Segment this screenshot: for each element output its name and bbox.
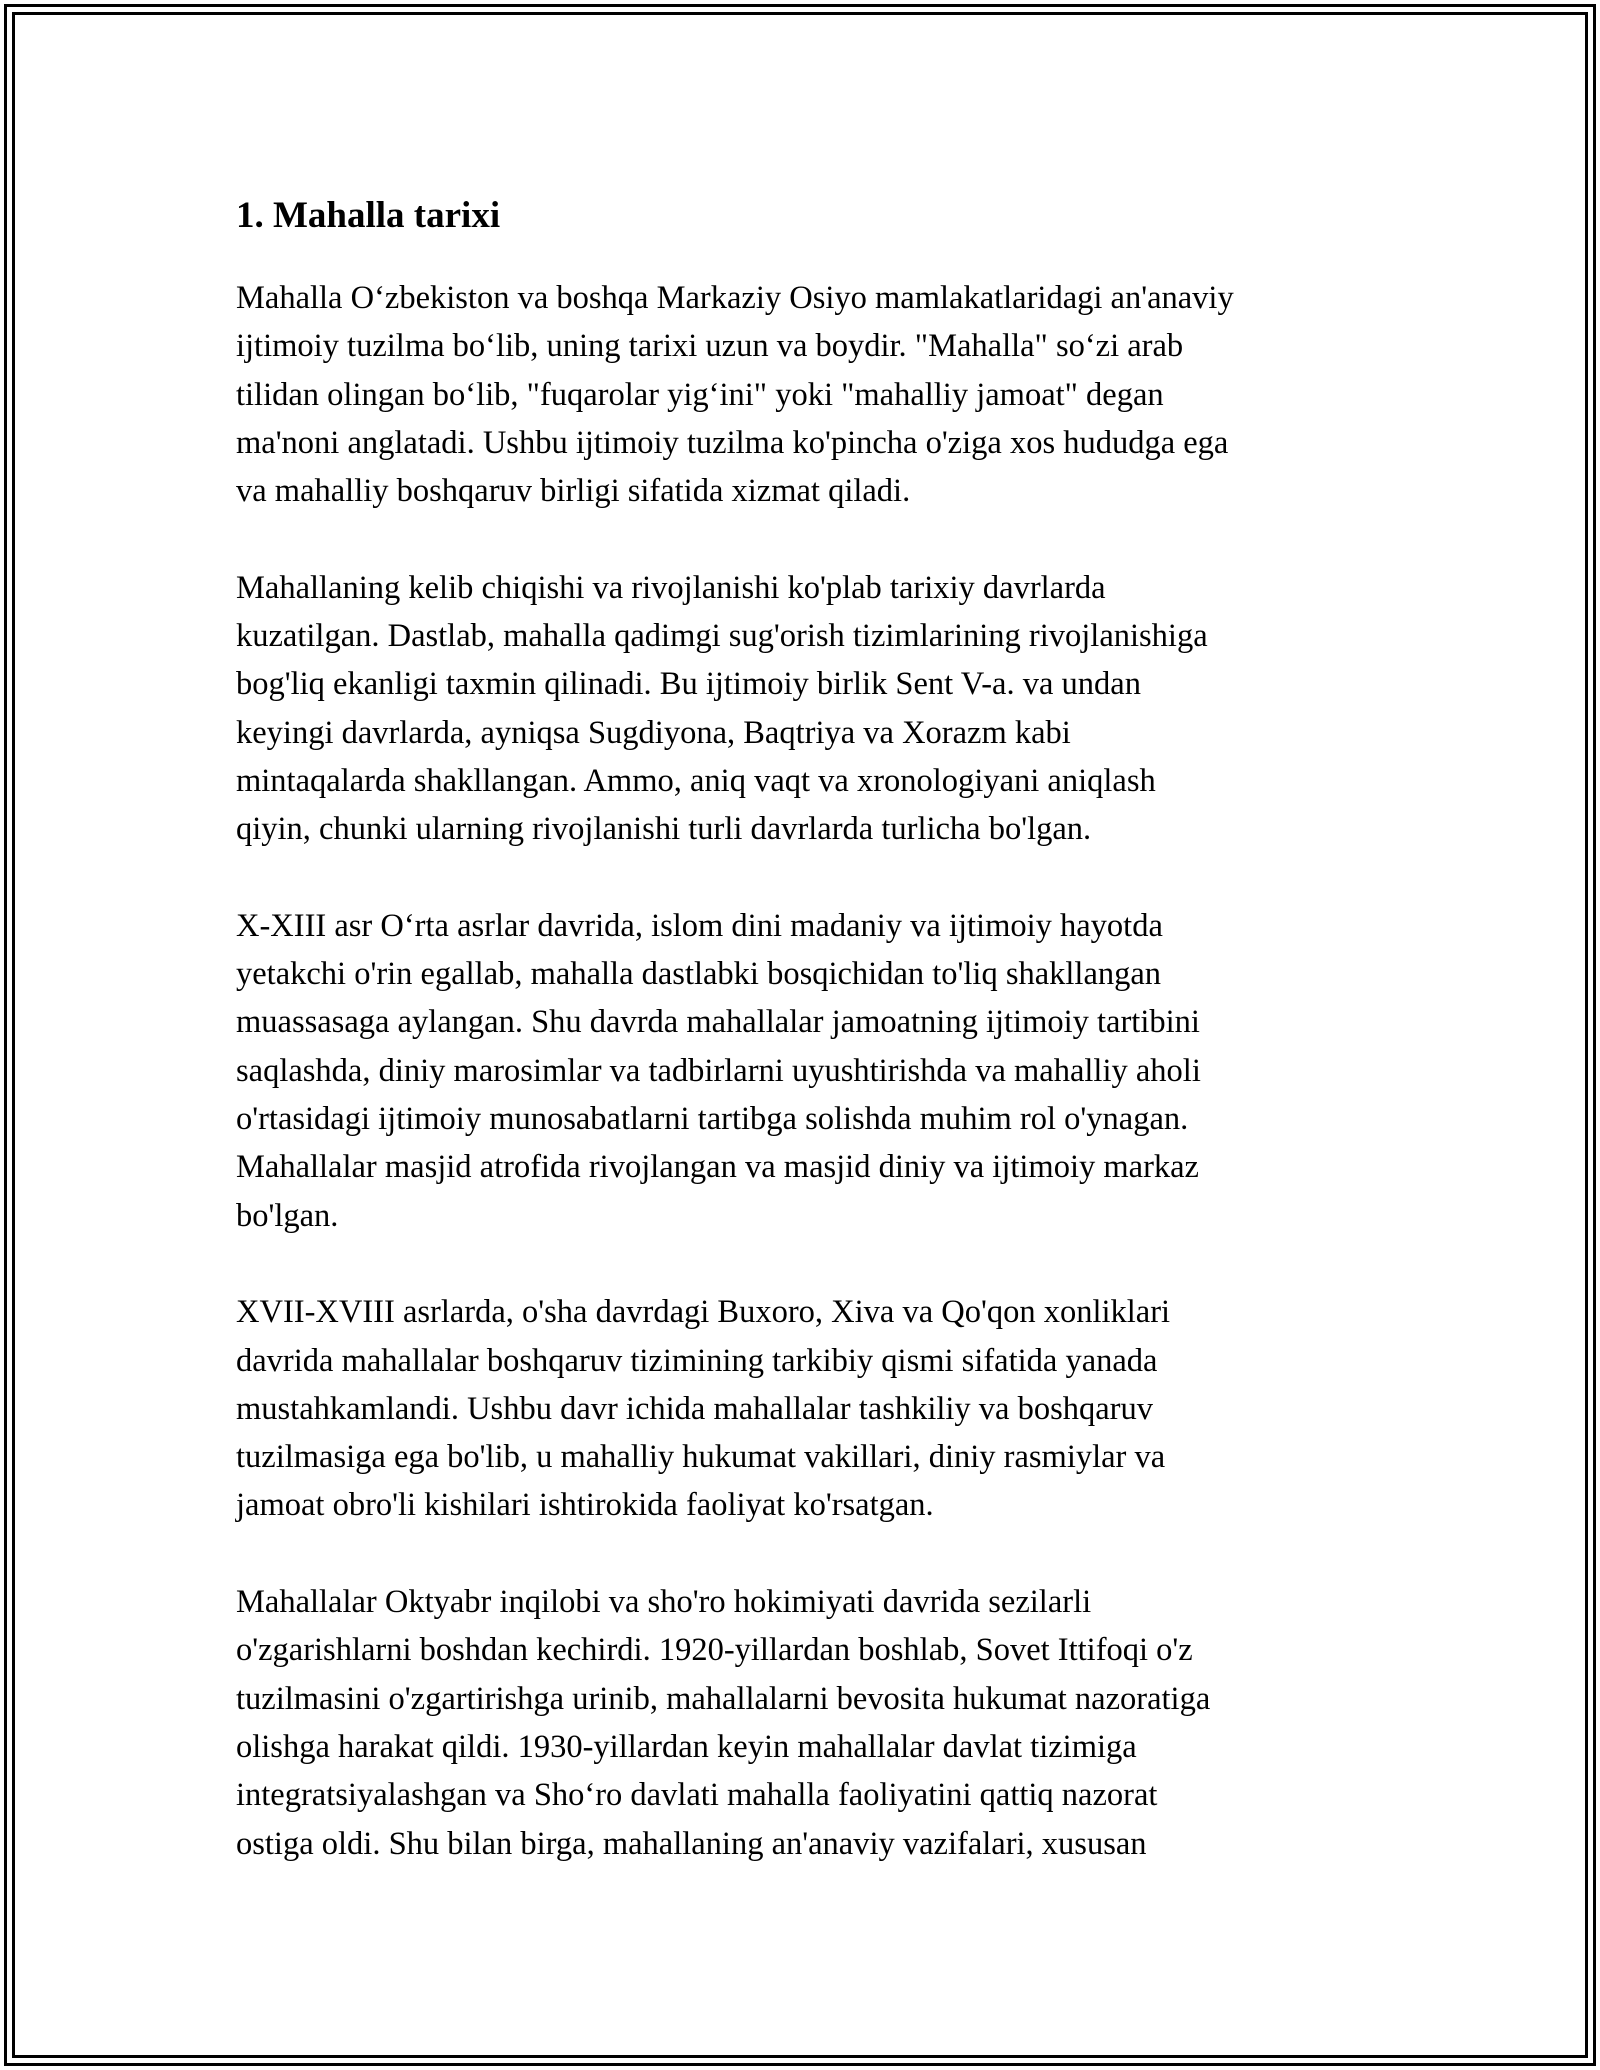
text-line: saqlashda, diniy marosimlar va tadbirlarni uyushtirishda va mahalliy aholi	[236, 1052, 1201, 1089]
text-line: Mahalla O‘zbekiston va boshqa Markaziy Osiyo mamlakatlaridagi an'anaviy	[236, 280, 1234, 316]
document-body	[236, 186, 1376, 1916]
text-line: XVII-XVIII asrlarda, o'sha davrdagi Buxoro, Xiva va Qo'qon xonliklari	[236, 1294, 1171, 1331]
paragraph-5	[236, 1578, 1376, 1868]
text-line: ijtimoiy tuzilma bo‘lib, uning tarixi uzun va boydir. "Mahalla" so‘zi arab	[236, 328, 1184, 365]
text-line: bo'lgan.	[236, 1197, 339, 1234]
text-line: ostiga oldi. Shu bilan birga, mahallaning an'anaviy vazifalari, xususan	[236, 1825, 1147, 1862]
text-line: va mahalliy boshqaruv birligi sifatida xizmat qiladi.	[236, 473, 911, 510]
text-line: Mahallalar masjid atrofida rivojlangan va masjid diniy va ijtimoiy markaz	[236, 1149, 1199, 1186]
text-line: mustahkamlandi. Ushbu davr ichida mahallalar tashkiliy va boshqaruv	[236, 1390, 1153, 1427]
text-line: davrida mahallalar boshqaruv tizimining tarkibiy qismi sifatida yanada	[236, 1342, 1158, 1379]
text-line: jamoat obro'li kishilari ishtirokida faoliyat ko'rsatgan.	[236, 1487, 934, 1524]
section-title: 1. Mahalla tarixi	[236, 195, 501, 236]
text-line: yetakchi o'rin egallab, mahalla dastlabki bosqichidan to'liq shakllangan	[236, 956, 1162, 993]
text-line: Mahallalar Oktyabr inqilobi va sho'ro hokimiyati davrida sezilarli	[236, 1584, 1092, 1621]
text-line: mintaqalarda shakllangan. Ammo, aniq vaqt va xronologiyani aniqlash	[236, 762, 1156, 799]
text-line: tilidan olingan bo‘lib, "fuqarolar yig‘ini" yoki "mahalliy jamoat" degan	[236, 376, 1164, 413]
text-line: tuzilmasiga ega bo'lib, u mahalliy hukumat vakillari, diniy rasmiylar va	[236, 1439, 1166, 1476]
text-line: X-XIII asr O‘rta asrlar davrida, islom dini madaniy va ijtimoiy hayotda	[236, 907, 1163, 944]
text-line: tuzilmasini o'zgartirishga urinib, mahallalarni bevosita hukumat nazoratiga	[236, 1680, 1211, 1717]
paragraph-1	[236, 274, 1376, 515]
text-line: olishga harakat qildi. 1930-yillardan keyin mahallalar davlat tizimiga	[236, 1728, 1137, 1765]
text-line: kuzatilgan. Dastlab, mahalla qadimgi sug'orish tizimlarining rivojlanishiga	[236, 618, 1208, 655]
text-line: bog'liq ekanligi taxmin qilinadi. Bu ijtimoiy birlik Sent V-a. va undan	[236, 666, 1141, 703]
paragraph-4	[236, 1288, 1376, 1529]
paragraph-3	[236, 902, 1376, 1240]
text-line: o'rtasidagi ijtimoiy munosabatlarni tartibga solishda muhim rol o'ynagan.	[236, 1101, 1189, 1138]
text-line: keyingi davrlarda, ayniqsa Sugdiyona, Baqtriya va Xorazm kabi	[236, 714, 1071, 751]
text-line: ma'noni anglatadi. Ushbu ijtimoiy tuzilma ko'pincha o'ziga xos hududga ega	[236, 424, 1229, 461]
paragraph-2	[236, 564, 1376, 854]
text-line: o'zgarishlarni boshdan kechirdi. 1920-yillardan boshlab, Sovet Ittifoqi o'z	[236, 1632, 1193, 1669]
text-line: muassasaga aylangan. Shu davrda mahallalar jamoatning ijtimoiy tartibini	[236, 1004, 1200, 1041]
text-line: integratsiyalashgan va Sho‘ro davlati mahalla faoliyatini qattiq nazorat	[236, 1777, 1158, 1814]
text-line: qiyin, chunki ularning rivojlanishi turli davrlarda turlicha bo'lgan.	[236, 811, 1092, 848]
text-line: Mahallaning kelib chiqishi va rivojlanishi ko'plab tarixiy davrlarda	[236, 569, 1106, 606]
